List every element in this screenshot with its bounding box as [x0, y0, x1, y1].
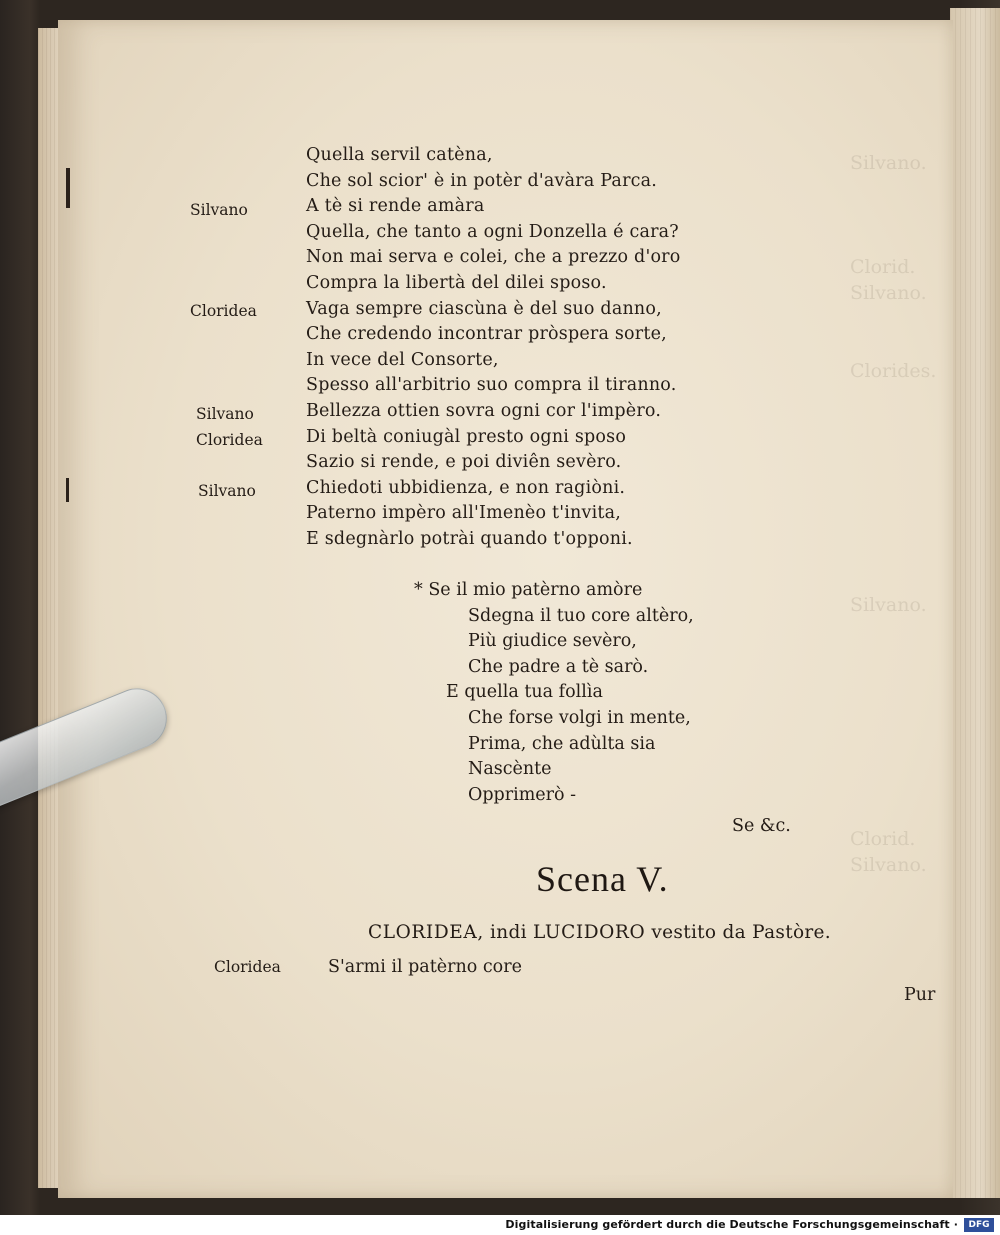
- bleed-through-right: Silvano. Clorid. Silvano. Clorides. Silvano. Clorid. Silvano.: [850, 152, 937, 876]
- funding-credit: Digitalisierung gefördert durch die Deutsche Forschungsgemeinschaft ·: [505, 1218, 958, 1231]
- aria-line: Sdegna il tuo core altèro,: [468, 605, 694, 626]
- character-name: LUCIDORO: [533, 922, 646, 943]
- scene-characters: [368, 922, 831, 943]
- aria-line: Nascènte: [468, 759, 552, 780]
- speaker-label: Cloridea: [190, 302, 257, 320]
- aria-line: * Se il mio patèrno amòre: [414, 580, 643, 600]
- verse-line: Che sol scior' è in potèr d'avàra Parca.: [306, 170, 658, 191]
- catchword: Pur: [904, 985, 936, 1005]
- speaker-label: Cloridea: [196, 431, 263, 449]
- verse-line: Di beltà coniugàl presto ogni sposo: [306, 426, 627, 447]
- margin-mark: [66, 478, 69, 502]
- aria-line: E quella tua follìa: [446, 682, 603, 703]
- footer-bar: [0, 1215, 1000, 1235]
- page-stack-right: [950, 8, 1000, 1198]
- speaker-label: Silvano: [198, 482, 256, 500]
- verse-line: E sdegnàrlo potrài quando t'opponi.: [306, 528, 633, 549]
- verse-line: A tè si rende amàra: [306, 196, 485, 217]
- verse-line: Bellezza ottien sovra ogni cor l'impèro.: [306, 400, 662, 421]
- aria-close: Se &c.: [732, 816, 791, 836]
- speaker-label: Silvano: [196, 405, 254, 423]
- verse-block: [306, 143, 681, 553]
- verse-line: Paterno impèro all'Imenèo t'invita,: [306, 503, 622, 524]
- aria-line: Prima, che adùlta sia: [468, 733, 656, 754]
- verse-line: Che credendo incontrar pròspera sorte,: [306, 324, 667, 345]
- character-name: CLORIDEA,: [368, 922, 484, 943]
- verse-line: In vece del Consorte,: [306, 349, 499, 370]
- margin-mark: [66, 168, 70, 208]
- verse-line: Spesso all'arbitrio suo compra il tiranno.: [306, 375, 677, 396]
- costume-note: vestito da Pastòre.: [651, 922, 831, 943]
- verse-line: S'armi il patèrno core: [328, 957, 522, 977]
- aria-line: Che forse volgi in mente,: [468, 707, 691, 728]
- speaker-label: Cloridea: [214, 958, 281, 976]
- conjunction: indi: [490, 922, 527, 943]
- aria-line: Più giudice sevèro,: [468, 631, 637, 652]
- verse-line: Vaga sempre ciascùna è del suo danno,: [306, 298, 662, 319]
- aria-block: [414, 578, 694, 808]
- dfg-logo: DFG: [964, 1218, 994, 1232]
- verse-line: Non mai serva e colei, che a prezzo d'oro: [306, 247, 681, 268]
- speaker-label: Silvano: [190, 201, 248, 219]
- aria-line: Che padre a tè sarò.: [468, 656, 649, 677]
- verse-line: Sazio si rende, e poi diviên sevèro.: [306, 452, 622, 473]
- aria-line: Opprimerò -: [468, 784, 577, 805]
- scene-title: Scena V.: [536, 859, 669, 899]
- verse-line: Quella, che tanto a ogni Donzella é cara?: [306, 221, 679, 242]
- verse-line: Compra la libertà del dilei sposo.: [306, 272, 607, 293]
- verse-line: Quella servil catèna,: [306, 145, 493, 165]
- verse-line: Chiedoti ubbidienza, e non ragiòni.: [306, 477, 626, 498]
